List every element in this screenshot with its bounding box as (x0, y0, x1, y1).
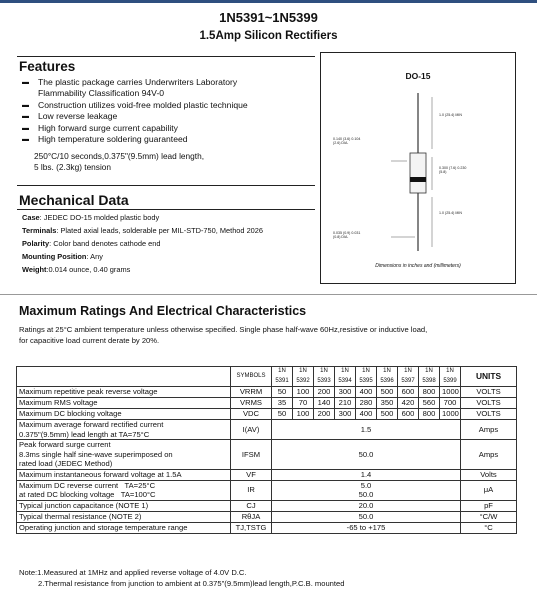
symbol-cell: IFSM (231, 440, 272, 470)
value-cell: 210 (335, 398, 356, 409)
param-cell: Maximum instantaneous forward voltage at 1.5A (17, 469, 231, 480)
unit-cell: μA (461, 480, 517, 500)
param-cell: Maximum DC reverse current TA=25°C at rated DC blocking voltage TA=100°C (17, 480, 231, 500)
value-cell: 700 (440, 398, 461, 409)
note-1: Note:1.Measured at 1MHz and applied reverse voltage of 4.0V D.C. (19, 568, 247, 577)
feature-item: ▬ Construction utilizes void-free molded plastic technique (22, 100, 312, 111)
units-header: UNITS (461, 367, 517, 387)
features-title: Features (19, 59, 76, 74)
ratings-table (16, 366, 517, 534)
symbol-cell: I(AV) (231, 420, 272, 440)
symbol-cell: TJ,TSTG (231, 522, 272, 533)
value-cell: 800 (419, 387, 440, 398)
header-blank (17, 367, 231, 387)
unit-cell: pF (461, 500, 517, 511)
ratings-title: Maximum Ratings And Electrical Characteristics (19, 304, 307, 318)
product-subtitle: 1.5Amp Silicon Rectifiers (199, 30, 338, 42)
param-cell: Maximum repetitive peak reverse voltage (17, 387, 231, 398)
header-rule (0, 0, 537, 3)
table-row-vrrm (17, 387, 517, 398)
unit-cell: °C/W (461, 511, 517, 522)
table-row-ifsm (17, 440, 517, 470)
value-cell: -65 to +175 (272, 522, 461, 533)
value-cell: 1000 (440, 409, 461, 420)
unit-cell: Amps (461, 420, 517, 440)
feature-item: ▬ The plastic package carries Underwriters Laboratory Flammability Classification 94V-0 (22, 77, 312, 100)
symbol-cell: VDC (231, 409, 272, 420)
unit-cell: Amps (461, 440, 517, 470)
value-cell: 600 (398, 409, 419, 420)
dim-lead-bottom: 1.0 (25.4) MIN (439, 211, 462, 215)
part-header: 1N 5392 (293, 367, 314, 387)
unit-cell: VOLTS (461, 398, 517, 409)
symbol-cell: VRMS (231, 398, 272, 409)
value-cell: 1.4 (272, 469, 461, 480)
value-cell: 280 (356, 398, 377, 409)
value-cell: 1.5 (272, 420, 461, 440)
param-cell: Maximum DC blocking voltage (17, 409, 231, 420)
mech-mounting: Mounting Position: Any (22, 252, 103, 261)
do15-package-drawing (321, 53, 515, 283)
unit-cell: VOLTS (461, 409, 517, 420)
value-cell: 5.0 50.0 (272, 480, 461, 500)
feature-item: ▬ Low reverse leakage (22, 111, 312, 122)
value-cell: 300 (335, 409, 356, 420)
value-cell: 420 (398, 398, 419, 409)
part-header: 1N 5399 (440, 367, 461, 387)
part-header: 1N 5393 (314, 367, 335, 387)
unit-cell: °C (461, 522, 517, 533)
value-cell: 200 (314, 409, 335, 420)
solder-note-line1: 250°C/10 seconds,0.375"(9.5mm) lead length, (34, 151, 204, 161)
value-cell: 600 (398, 387, 419, 398)
value-cell: 140 (314, 398, 335, 409)
value-cell: 400 (356, 387, 377, 398)
value-cell: 350 (377, 398, 398, 409)
value-cell: 200 (314, 387, 335, 398)
part-header: 1N 5398 (419, 367, 440, 387)
param-cell: Maximum RMS voltage (17, 398, 231, 409)
table-header-row (17, 367, 517, 387)
part-header: 1N 5395 (356, 367, 377, 387)
features-list (22, 77, 312, 145)
mech-polarity: Polarity: Color band denotes cathode end (22, 239, 161, 248)
features-top-rule (17, 56, 315, 57)
symbol-cell: CJ (231, 500, 272, 511)
param-cell: Operating junction and storage temperature range (17, 522, 231, 533)
part-header: 1N 5394 (335, 367, 356, 387)
value-cell: 100 (293, 409, 314, 420)
dim-lead-diameter: 0.035 (0.9) 0.031 (0.8) DIA. (333, 231, 361, 240)
table-row-ir (17, 480, 517, 500)
value-cell: 1000 (440, 387, 461, 398)
ratings-separator (0, 294, 537, 295)
value-cell: 35 (272, 398, 293, 409)
mechanical-bottom-rule (17, 209, 315, 210)
mechanical-title: Mechanical Data (19, 192, 129, 208)
solder-note-line2: 5 lbs. (2.3kg) tension (34, 162, 112, 172)
symbol-cell: VF (231, 469, 272, 480)
mech-case: Case: JEDEC DO-15 molded plastic body (22, 213, 160, 222)
note-2: 2.Thermal resistance from junction to ambient at 0.375"(9.5mm)lead length,P.C.B. mounted (38, 579, 345, 588)
table-row-vf (17, 469, 517, 480)
mechanical-top-rule (17, 185, 315, 186)
value-cell: 500 (377, 387, 398, 398)
table-row-cj (17, 500, 517, 511)
dimensions-caption: Dimensions in inches and (millimeters) (375, 263, 461, 269)
param-cell: Peak forward surge current 8.3ms single half sine-wave superimposed on rated load (JEDEC Method) (17, 440, 231, 470)
value-cell: 300 (335, 387, 356, 398)
table-row-vrms (17, 398, 517, 409)
param-cell: Typical junction capacitance (NOTE 1) (17, 500, 231, 511)
param-cell: Typical thermal resistance (NOTE 2) (17, 511, 231, 522)
value-cell: 560 (419, 398, 440, 409)
value-cell: 70 (293, 398, 314, 409)
table-row-vdc (17, 409, 517, 420)
part-header: 1N 5391 (272, 367, 293, 387)
unit-cell: Volts (461, 469, 517, 480)
value-cell: 50.0 (272, 440, 461, 470)
dim-body-diameter: 0.140 (3.6) 0.104 (2.6) DIA. (333, 137, 361, 146)
value-cell: 100 (293, 387, 314, 398)
symbol-cell: VRRM (231, 387, 272, 398)
feature-item: ▬ High temperature soldering guaranteed (22, 134, 312, 145)
symbol-cell: IR (231, 480, 272, 500)
value-cell: 50 (272, 387, 293, 398)
package-label: DO-15 (405, 71, 431, 81)
mech-weight: Weight:0.014 ounce, 0.40 grams (22, 265, 131, 274)
table-row-tj (17, 522, 517, 533)
part-header: 1N 5396 (377, 367, 398, 387)
part-header: 1N 5397 (398, 367, 419, 387)
symbol-cell: RθJA (231, 511, 272, 522)
symbols-header: SYMBOLS (231, 367, 272, 387)
value-cell: 400 (356, 409, 377, 420)
table-row-iav (17, 420, 517, 440)
unit-cell: VOLTS (461, 387, 517, 398)
mech-terminals: Terminals: Plated axial leads, solderable per MIL-STD-750, Method 2026 (22, 226, 264, 235)
part-range-title: 1N5391~1N5399 (219, 10, 318, 25)
table-row-rtheta (17, 511, 517, 522)
param-cell: Maximum average forward rectified current 0.375"(9.5mm) lead length at TA=75°C (17, 420, 231, 440)
value-cell: 50 (272, 409, 293, 420)
feature-item: ▬ High forward surge current capability (22, 123, 312, 134)
value-cell: 20.0 (272, 500, 461, 511)
dim-lead-top: 1.0 (25.4) MIN (439, 113, 462, 117)
value-cell: 500 (377, 409, 398, 420)
value-cell: 50.0 (272, 511, 461, 522)
package-drawing-box (320, 52, 516, 284)
ratings-intro: Ratings at 25°C ambient temperature unless otherwise specified. Single phase half-wave 60Hz,resistive or inductive load, for capacitive load current derate by 20%. (19, 325, 428, 345)
dim-body-length: 0.300 (7.6) 0.230 (5.8) (439, 166, 467, 175)
value-cell: 800 (419, 409, 440, 420)
